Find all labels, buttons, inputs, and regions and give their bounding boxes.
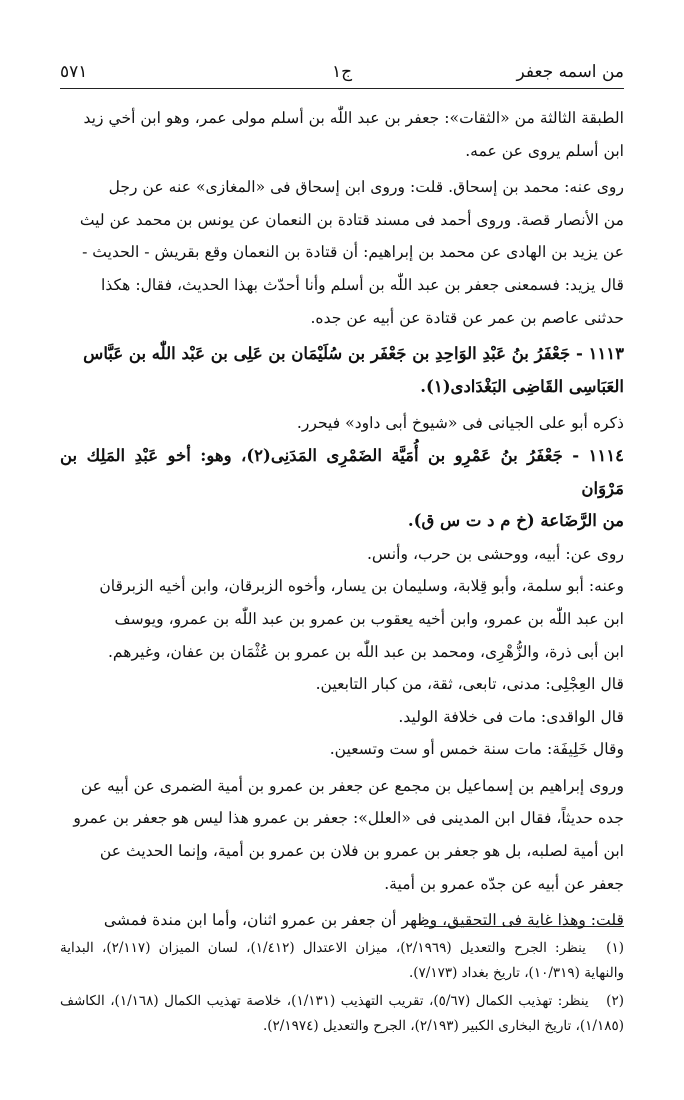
text-line: من الأنصار قصة. وروى أحمد فى مسند قتادة بن النعمان عن يونس بن محمد عن ليث: [79, 210, 624, 229]
running-header: [60, 58, 624, 89]
footnote-number: (١): [606, 940, 624, 956]
text-line: روى عنه: محمد بن إسحاق. قلت: وروى ابن إسحاق فى «المغازى» عنه عن رجل: [108, 178, 624, 197]
text-line: قلت: وهذا غاية فى التحقيق، وظهر أن جعفر بن عمرو اثنان، وأما ابن مندة فمشى: [103, 911, 624, 930]
text-line: وروى إبراهيم بن إسماعيل بن مجمع عن جعفر بن عمرو بن أمية الضمرى عن أبيه عن: [80, 776, 624, 795]
footnote-text: ينظر: تهذيب الكمال (٥/٦٧)، تقريب التهذيب (١/١٣١)، خلاصة تهذيب الكمال (١/١٦٨)، الكاشف (١/١٨٥)، تاريخ البخارى الكبير (٢/١٩٣)، الجرح والتعديل (٢/١٩٧٤).: [60, 993, 624, 1034]
text-line: ابن عبد اللّٰه بن عمرو، وابن أخيه يعقوب بن عمرو بن عبد اللّٰه بن عمرو، ويوسف: [114, 609, 624, 628]
text-line: ابن أسلم يروى عن عمه.: [465, 141, 624, 160]
footnote-number: (٢): [606, 993, 624, 1009]
entry-heading-1113: ١١١٣ - جَعْفَرُ بنُ عَبْدِ الوَاحِدِ بن جَعْفَر بن سُلَيْمَان بن عَلِى بن عَبْد اللّٰه بن عَبَّاس: [83, 344, 624, 364]
footnotes: [60, 936, 624, 1042]
main-text: [60, 102, 624, 937]
text-line: وقال خَلِيفَة: مات سنة خمس أو ست وتسعين.: [329, 740, 624, 759]
text-line: قال يزيد: فسمعنى جعفر بن عبد اللّٰه بن أسلم وأنا أحدّث بهذا الحديث، فقال: هكذا: [101, 275, 624, 294]
text-line: ذكره أبو على الجيانى فى «شيوخ أبى داود» فيحرر.: [296, 414, 624, 433]
footnote-text: ينظر: الجرح والتعديل (٢/١٩٦٩)، ميزان الاعتدال (١/٤١٢)، لسان الميزان (٢/١١٧)، البداية والنهاية (١٠/٣١٩)، تاريخ بغداد (٧/١٧٣).: [60, 940, 624, 981]
footnote-divider: [424, 926, 624, 927]
text-line: روى عن: أبيه، ووحشى بن حرب، وأنس.: [366, 544, 624, 563]
entry-heading-1113-cont: العَبَاسِى القَاضِى البَغْدَادى(١).: [420, 376, 624, 396]
text-line: جده حديثاً، فقال ابن المدينى فى «العلل»: جعفر بن عمرو هذا ليس هو جعفر بن عمرو: [73, 809, 624, 828]
entry-heading-1114: ١١١٤ - جَعْفَرُ بنُ عَمْرِو بن أُمَيَّة الضَمْرِى المَدَنِى(٢)، وهو: أخو عَبْدِ المَلِك بن مَرْوَان: [60, 445, 624, 498]
text-line: ابن أمية لصلبه، بل هو جعفر بن عمرو بن فلان بن عمرو بن أمية، وإنما الحديث عن: [99, 842, 624, 861]
volume-label: ج١: [331, 62, 353, 82]
footnote: [60, 936, 624, 986]
text-line: الطبقة الثالثة من «الثقات»: جعفر بن عبد اللّٰه بن أسلم مولى عمر، وهو ابن أخي زيد: [83, 109, 624, 127]
entry-heading-1114-cont: من الرَّضَاعة (خ م د ت س ق).: [407, 511, 624, 531]
text-line: وعنه: أبو سلمة، وأبو قِلابة، وسليمان بن يسار، وأخوه الزبرقان، وابن أخيه الزبرقان: [99, 577, 624, 596]
text-line: قال العِجْلِى: مدنى، تابعى، ثقة، من كبار التابعين.: [315, 675, 624, 694]
text-line: قال الواقدى: مات فى خلافة الوليد.: [398, 707, 624, 726]
text-line: عن يزيد بن الهادى عن محمد بن إبراهيم: أن قتادة بن النعمان وقع بقريش - الحديث -: [82, 243, 624, 262]
page-number: ٥٧١: [60, 62, 88, 82]
chapter-title: من اسمه جعفر: [516, 62, 624, 82]
footnote: [60, 989, 624, 1039]
text-line: جعفر عن أبيه عن جدّه عمرو بن أمية.: [384, 874, 624, 893]
text-line: ابن أبى ذرة، والزُّهْرِى، ومحمد بن عبد اللّٰه بن عمرو بن عُثْمَان بن عفان، وغيرهم.: [107, 642, 624, 661]
text-line: حدثنى عاصم بن عمر عن قتادة عن أبيه عن جده.: [310, 308, 624, 327]
